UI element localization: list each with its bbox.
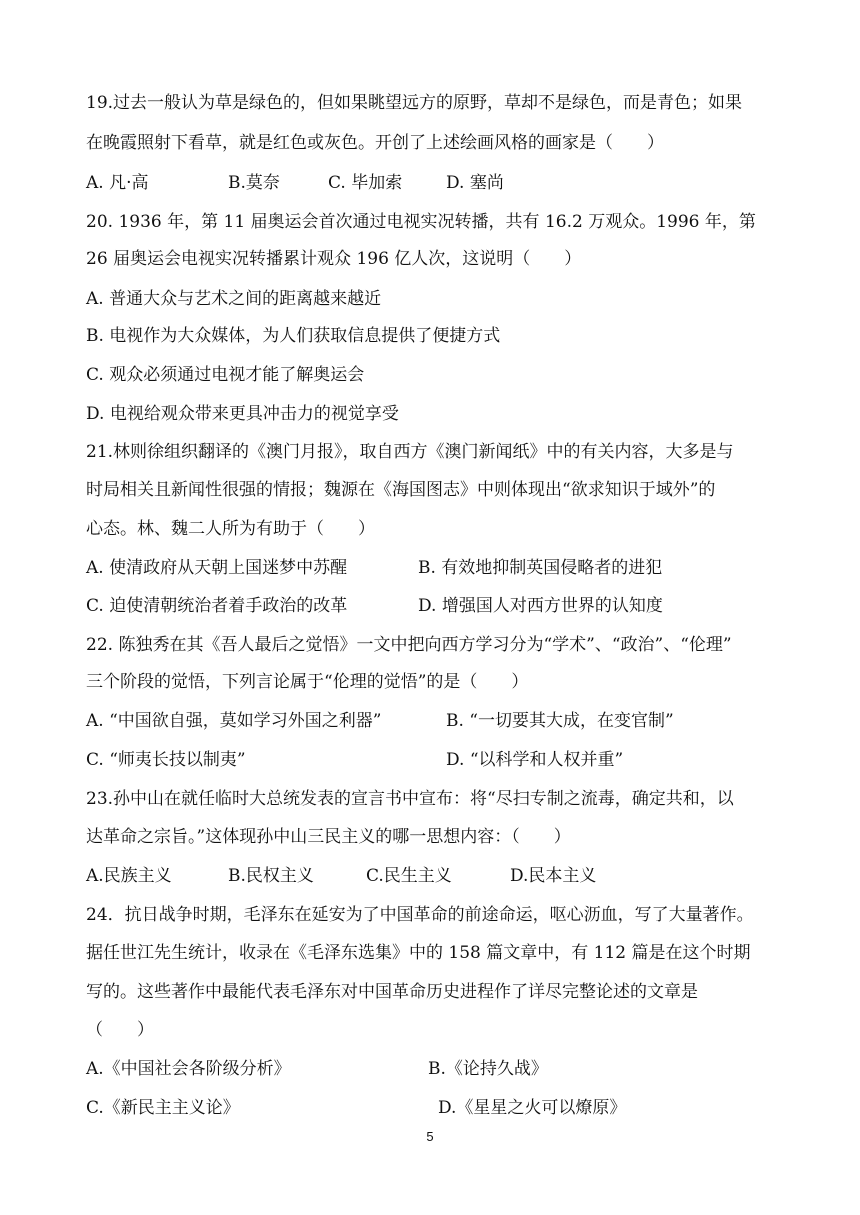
q23-option-a: A.民族主义 [86, 866, 172, 886]
page-number: 5 [426, 1129, 434, 1144]
q19-stem-line-2: 在晚霞照射下看草，就是红色或灰色。开创了上述绘画风格的画家是（ ） [86, 133, 664, 153]
q24-option-c: C.《新民主主义论》 [86, 1098, 240, 1118]
q24-option-d: D.《星星之火可以燎原》 [438, 1098, 627, 1118]
q21-option-b: B. 有效地抑制英国侵略者的进犯 [418, 558, 663, 578]
q20-option-a: A. 普通大众与艺术之间的距离越来越近 [86, 289, 382, 309]
q23-stem-line-2: 达革命之宗旨。”这体现孙中山三民主义的哪一思想内容：（ ） [86, 827, 571, 847]
q23-stem-line-1: 23.孙中山在就任临时大总统发表的宣言书中宣布：将“尽扫专制之流毒，确定共和，以 [86, 789, 734, 809]
q23-option-b: B.民权主义 [228, 866, 314, 886]
q19-stem-line-1: 19.过去一般认为草是绿色的，但如果眺望远方的原野，草却不是绿色，而是青色；如果 [86, 93, 743, 113]
q20-option-b: B. 电视作为大众媒体，为人们获取信息提供了便捷方式 [86, 326, 501, 346]
q23-option-c: C.民生主义 [366, 866, 452, 886]
q21-option-a: A. 使清政府从天朝上国迷梦中苏醒 [86, 558, 348, 578]
q24-stem-line-3: 写的。这些著作中最能代表毛泽东对中国革命历史进程作了详尽完整论述的文章是 [86, 982, 698, 1002]
q20-stem-line-1: 20. 1936 年，第 11 届奥运会首次通过电视实况转播，共有 16.2 万观众。1996 年，第 [86, 212, 756, 232]
q24-stem-line-1: 24．抗日战争时期，毛泽东在延安为了中国革命的前途命运，呕心沥血，写了大量著作。 [86, 905, 754, 925]
q22-option-d: D. “以科学和人权并重” [446, 750, 624, 770]
q22-stem-line-2: 三个阶段的觉悟，下列言论属于“伦理的觉悟”的是（ ） [86, 672, 529, 692]
q20-option-c: C. 观众必须通过电视才能了解奥运会 [86, 365, 365, 385]
q21-stem-line-3: 心态。林、魏二人所为有助于（ ） [86, 519, 375, 539]
q23-option-d: D.民本主义 [510, 866, 597, 886]
q21-option-d: D. 增强国人对西方世界的认知度 [418, 596, 663, 616]
q21-stem-line-2: 时局相关且新闻性很强的情报；魏源在《海国图志》中则体现出“欲求知识于域外”的 [86, 480, 716, 500]
q24-option-a: A.《中国社会各阶级分析》 [86, 1059, 291, 1079]
q22-option-b: B. “一切要其大成，在变官制” [446, 711, 674, 731]
q19-option-b: B.莫奈 [228, 173, 280, 193]
q21-option-c: C. 迫使清朝统治者着手政治的改革 [86, 596, 348, 616]
q24-option-b: B.《论持久战》 [428, 1059, 548, 1079]
q19-option-c: C. 毕加索 [328, 173, 403, 193]
q22-option-a: A. “中国欲自强，莫如学习外国之利器” [86, 711, 382, 731]
q19-option-d: D. 塞尚 [446, 173, 504, 193]
q20-option-d: D. 电视给观众带来更具冲击力的视觉享受 [86, 404, 399, 424]
q21-stem-line-1: 21.林则徐组织翻译的《澳门月报》，取自西方《澳门新闻纸》中的有关内容，大多是与 [86, 442, 734, 462]
q22-stem-line-1: 22. 陈独秀在其《吾人最后之觉悟》一文中把向西方学习分为“学术”、“政治”、“伦理” [86, 635, 732, 655]
q20-stem-line-2: 26 届奥运会电视实况转播累计观众 196 亿人次，这说明（ ） [86, 249, 582, 269]
q19-option-a: A. 凡·高 [86, 173, 149, 193]
q24-stem-line-2: 据任世江先生统计，收录在《毛泽东选集》中的 158 篇文章中，有 112 篇是在这个时期 [86, 943, 751, 963]
q22-option-c: C. “师夷长技以制夷” [86, 750, 246, 770]
q24-stem-line-4: （ ） [86, 1020, 154, 1040]
